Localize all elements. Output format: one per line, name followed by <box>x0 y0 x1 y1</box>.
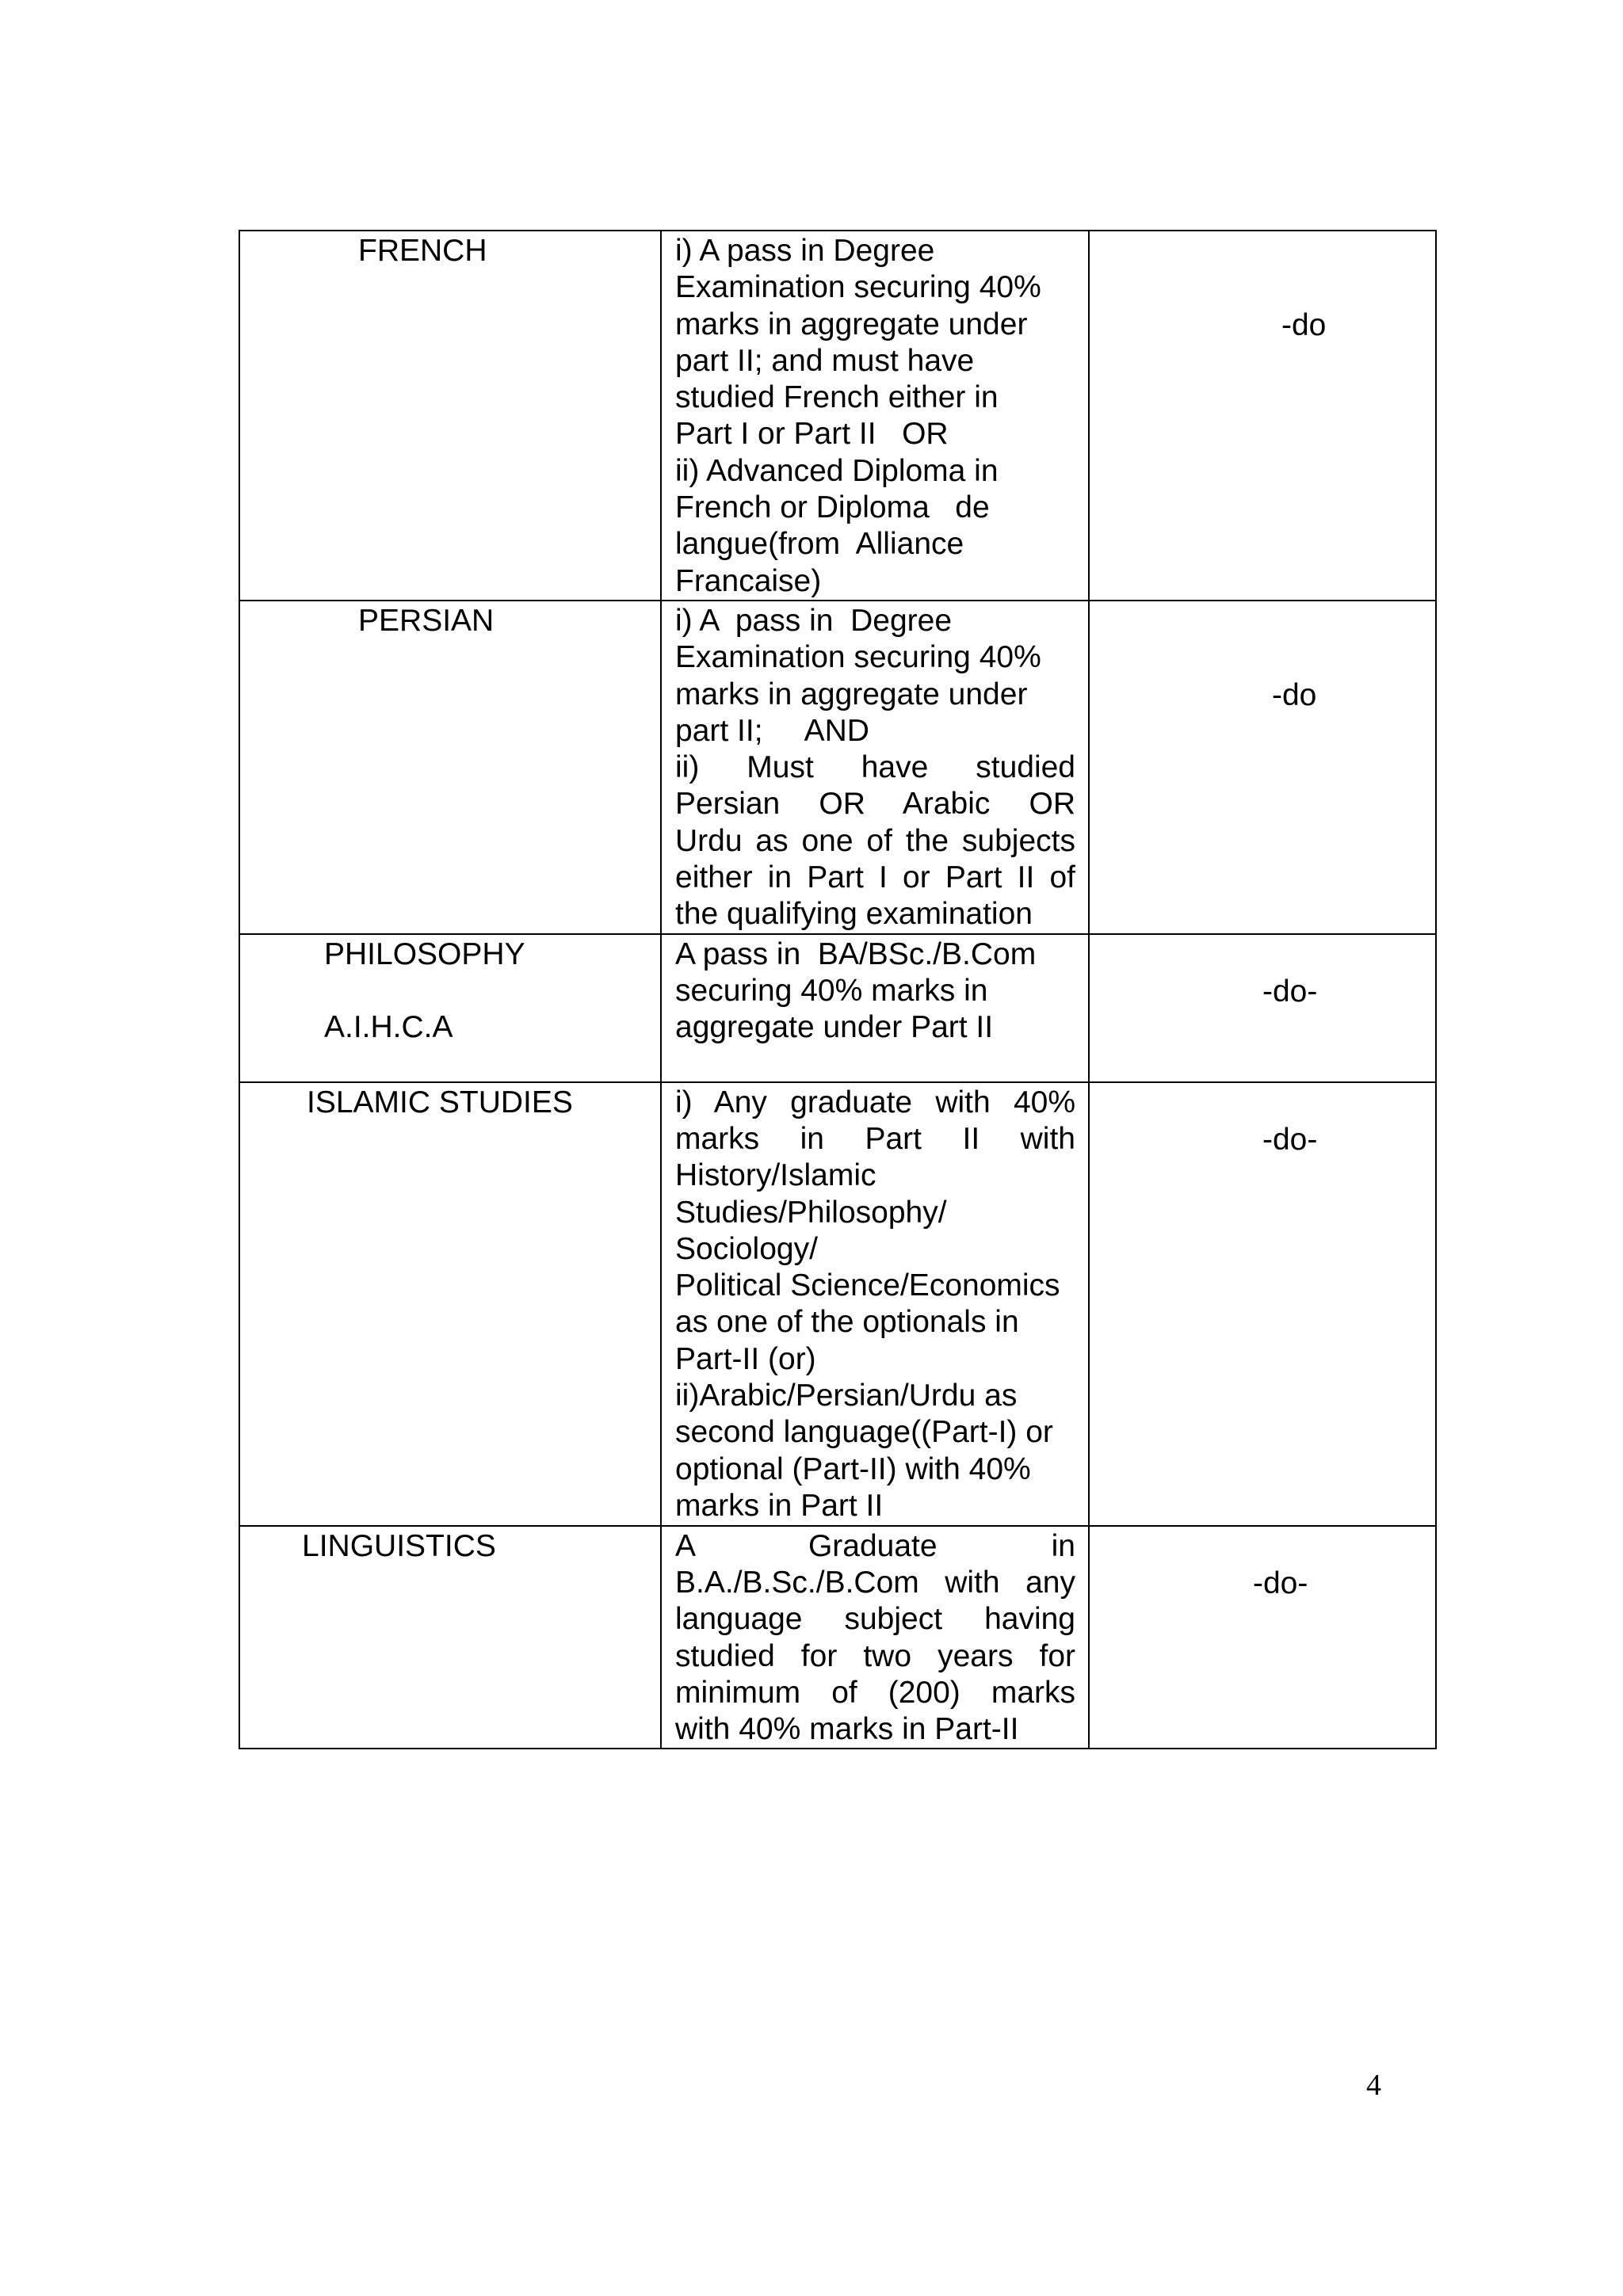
status-cell <box>1089 231 1436 601</box>
status-cell <box>1089 934 1436 1082</box>
table-row-philosophy <box>239 934 1436 1082</box>
criteria-line: aggregate under Part II <box>675 1010 994 1045</box>
criteria-line: ii) Advanced Diploma in <box>675 453 999 488</box>
criteria-line: Sociology/ <box>675 1231 818 1266</box>
criteria-line: part II; and must have <box>675 343 975 378</box>
status-cell <box>1089 1526 1436 1749</box>
criteria-line: Part I or Part II OR <box>675 417 949 452</box>
criteria-line: i) Any graduate with 40% <box>675 1085 1075 1119</box>
criteria-line: studied French either in <box>675 380 999 415</box>
criteria-line: ii)Arabic/Persian/Urdu as <box>675 1379 1018 1413</box>
criteria-cell <box>661 1526 1089 1749</box>
status-value: -do- <box>1262 974 1318 1009</box>
criteria-line: A pass in BA/BSc./B.Com <box>675 936 1037 971</box>
status-cell <box>1089 601 1436 934</box>
criteria-line: marks in Part II <box>675 1488 884 1523</box>
criteria-line: as one of the optionals in <box>675 1305 1019 1340</box>
status-value: -do <box>1281 308 1327 342</box>
subject-cell <box>239 1526 661 1749</box>
criteria-line: language subject having <box>675 1602 1075 1637</box>
eligibility-table <box>239 230 1437 1749</box>
criteria-line: Part-II (or) <box>675 1341 816 1376</box>
criteria-cell <box>661 1082 1089 1526</box>
criteria-line: second language((Part-I) or <box>675 1415 1053 1450</box>
criteria-line: A Graduate in <box>675 1528 1075 1563</box>
subject-name: PERSIAN <box>358 603 495 638</box>
spacer <box>324 973 660 1009</box>
criteria-line: part II; AND <box>675 713 869 748</box>
subject-cell <box>239 1082 661 1526</box>
criteria-line: B.A./B.Sc./B.Com with any <box>675 1565 1075 1600</box>
criteria-line: securing 40% marks in <box>675 973 988 1008</box>
criteria-line: Political Science/Economics <box>675 1268 1060 1303</box>
criteria-cell <box>661 934 1089 1082</box>
criteria-line: Francaise) <box>675 563 822 598</box>
status-value: -do- <box>1262 1122 1318 1157</box>
criteria-line: Examination securing 40% <box>675 270 1041 305</box>
criteria-line: History/Islamic <box>675 1158 876 1193</box>
criteria-line: Urdu as one of the subjects <box>675 823 1075 858</box>
criteria-line: with 40% marks in Part-II <box>675 1712 1019 1747</box>
criteria-line: optional (Part-II) with 40% <box>675 1451 1031 1486</box>
subject-name: LINGUISTICS <box>302 1528 496 1563</box>
page-number: 4 <box>1366 2069 1381 2102</box>
criteria-line: French or Diploma de <box>675 490 990 525</box>
criteria-line: marks in aggregate under <box>675 307 1028 341</box>
criteria-line: marks in Part II with <box>675 1121 1075 1156</box>
subject-name: FRENCH <box>358 234 487 268</box>
status-value: -do <box>1272 677 1317 712</box>
criteria-line: langue(from Alliance <box>675 527 964 562</box>
table-row-persian <box>239 601 1436 934</box>
table-row-islamic-studies <box>239 1082 1436 1526</box>
table-row-french <box>239 231 1436 601</box>
criteria-line: i) A pass in Degree <box>675 603 953 638</box>
subject-cell <box>239 601 661 934</box>
criteria-line: minimum of (200) marks <box>675 1675 1075 1710</box>
subject-name: A.I.H.C.A <box>324 1010 453 1045</box>
criteria-cell <box>661 231 1089 601</box>
criteria-line: Persian OR Arabic OR <box>675 787 1075 822</box>
table-row-linguistics <box>239 1526 1436 1749</box>
criteria-line: the qualifying examination <box>675 897 1033 932</box>
status-cell <box>1089 1082 1436 1526</box>
subject-cell <box>239 934 661 1082</box>
subject-name: ISLAMIC STUDIES <box>307 1085 573 1119</box>
criteria-line: i) A pass in Degree <box>675 234 935 268</box>
criteria-line: marks in aggregate under <box>675 677 1028 711</box>
status-value: -do- <box>1253 1566 1308 1600</box>
subject-name: PHILOSOPHY <box>324 936 525 971</box>
criteria-line: ii) Must have studied <box>675 750 1075 785</box>
criteria-line: Studies/Philosophy/ <box>675 1195 947 1230</box>
criteria-line: either in Part I or Part II of <box>675 860 1075 895</box>
criteria-cell <box>661 601 1089 934</box>
criteria-line: Examination securing 40% <box>675 640 1041 675</box>
subject-cell <box>239 231 661 601</box>
criteria-line: studied for two years for <box>675 1638 1075 1673</box>
